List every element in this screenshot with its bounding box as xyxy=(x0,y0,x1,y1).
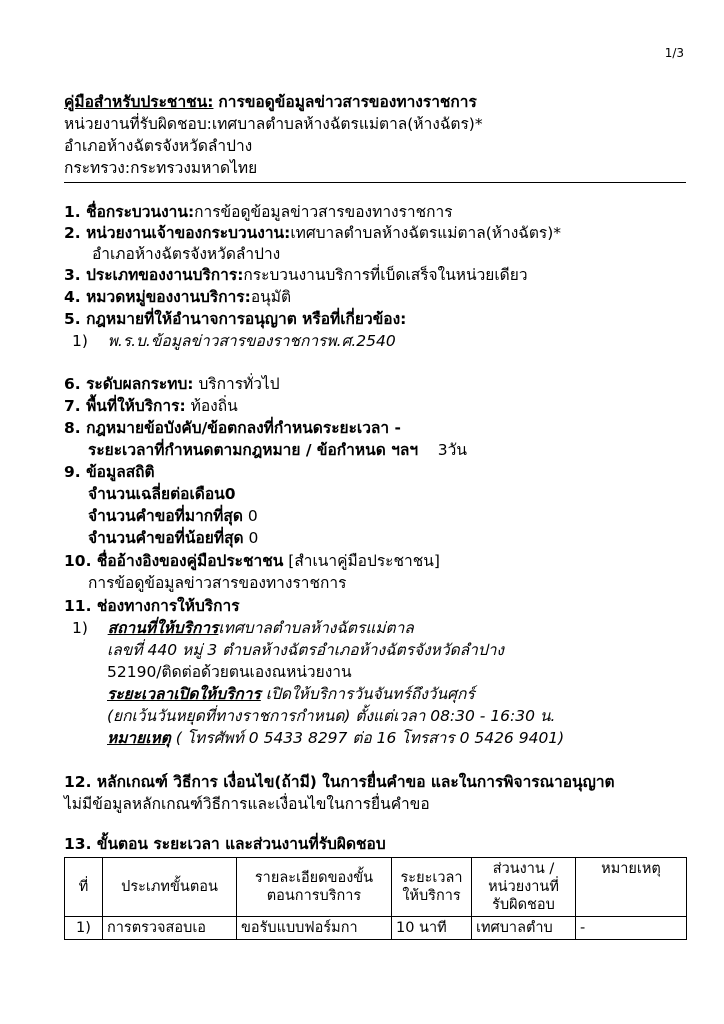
item-7-label: 7. พื้นที่ให้บริการ: xyxy=(64,397,186,415)
item-8-sub xyxy=(88,440,467,460)
item-4-label: 4. หมวดหมู่ของงานบริการ: xyxy=(64,288,251,306)
service-hours xyxy=(107,684,475,704)
title-label: คู่มือสำหรับประชาชน: xyxy=(64,93,214,111)
item-12-value: ไม่มีข้อมูลหลักเกณฑ์วิธีการและเงื่อนไขในการยื่นคำขอ xyxy=(64,795,430,813)
item-8-sub-value: 3วัน xyxy=(437,441,467,459)
district-line: อำเภอห้างฉัตรจังหวัดลำปาง xyxy=(64,137,253,155)
header-time xyxy=(392,858,472,917)
item-1-value: การข้อดูข้อมูลข่าวสารของทางราชการ xyxy=(194,203,453,221)
header-unit-line-1: ส่วนงาน / xyxy=(492,861,555,877)
steps-table-header xyxy=(65,858,687,917)
steps-table xyxy=(64,857,687,940)
header-unit-line-2: หน่วยงานที่ xyxy=(488,879,559,895)
header-detail-line-1: รายละเอียดของขั้น xyxy=(254,870,374,886)
item-3-value: กระบวนงานบริการที่เบ็ดเสร็จในหน่วยเดียว xyxy=(243,266,528,284)
service-note-label: หมายเหตุ xyxy=(107,729,171,747)
row-detail: ขอรับแบบฟอร์มกา xyxy=(237,917,392,940)
page-number: 1/3 xyxy=(664,46,684,60)
header-remark: หมายเหตุ xyxy=(576,858,687,917)
item-9-average: จำนวนเฉลี่ยต่อเดือน0 xyxy=(88,485,236,503)
item-6 xyxy=(64,374,280,394)
item-6-value: บริการทั่วไป xyxy=(198,375,280,393)
item-10-value: [สำเนาคู่มือประชาชน] xyxy=(288,552,440,570)
row-type: การตรวจสอบเอ xyxy=(103,917,237,940)
service-hours-value: เปิดให้บริการวันจันทร์ถึงวันศุกร์ xyxy=(265,685,475,703)
item-12-label: 12. หลักเกณฑ์ วิธีการ เงื่อนไข(ถ้ามี) ในการยื่นคำขอ และในการพิจารณาอนุญาต xyxy=(64,773,615,791)
item-11-number: 1) xyxy=(72,619,88,637)
page-title xyxy=(64,92,477,112)
header-no: ที่ xyxy=(65,858,103,917)
item-7-value: ท้องถิ่น xyxy=(190,397,238,415)
row-time: 10 นาที xyxy=(392,917,472,940)
header-detail xyxy=(237,858,392,917)
item-5-sub-number: 1) xyxy=(72,332,88,350)
header-time-line-2: ให้บริการ xyxy=(402,888,461,904)
item-10 xyxy=(64,551,440,571)
header-time-line-1: ระยะเวลา xyxy=(400,870,463,886)
service-place-label: สถานที่ให้บริการ xyxy=(107,619,219,637)
item-8-sub-label: ระยะเวลาที่กำหนดตามกฎหมาย / ข้อกำหนด ฯลฯ xyxy=(88,441,419,459)
service-note xyxy=(107,728,564,748)
item-9-max-label: จำนวนคำขอที่มากที่สุด xyxy=(88,507,243,525)
service-hours-continuation: (ยกเว้นวันหยุดที่ทางราชการกำหนด) ตั้งแต่เวลา 08:30 - 16:30 น. xyxy=(107,707,556,725)
item-13-label: 13. ขั้นตอน ระยะเวลา และส่วนงานที่รับผิดชอบ xyxy=(64,835,386,853)
item-8-label: 8. กฎหมายข้อบังคับ/ข้อตกลงที่กำหนดระยะเวลา - xyxy=(64,419,401,437)
item-6-label: 6. ระดับผลกระทบ: xyxy=(64,375,194,393)
item-2 xyxy=(64,223,561,243)
item-2-value: เทศบาลตำบลห้างฉัตรแม่ตาล(ห้างฉัตร)* xyxy=(290,224,562,242)
header-type: ประเภทขั้นตอน xyxy=(103,858,237,917)
item-10-continuation: การข้อดูข้อมูลข่าวสารของทางราชการ xyxy=(88,574,347,592)
item-9-min-label: จำนวนคำขอที่น้อยที่สุด xyxy=(88,529,244,547)
item-2-continuation: อำเภอห้างฉัตรจังหวัดลำปาง xyxy=(92,245,281,263)
service-hours-label: ระยะเวลาเปิดให้บริการ xyxy=(107,685,261,703)
service-note-value: ( โทรศัพท์ 0 5433 8297 ต่อ 16 โทรสาร 0 5426 9401) xyxy=(175,729,565,747)
service-address-line-1: เลขที่ 440 หมู่ 3 ตำบลห้างฉัตรอำเภอห้างฉัตรจังหวัดลำปาง xyxy=(107,641,504,659)
item-5-law: พ.ร.บ.ข้อมูลข่าวสารของราชการพ.ศ.2540 xyxy=(107,332,396,350)
header-unit-line-3: รับผิดชอบ xyxy=(492,897,555,913)
ministry-line: กระทรวง:กระทรวงมหาดไทย xyxy=(64,159,258,177)
item-2-label: 2. หน่วยงานเจ้าของกระบวนงาน: xyxy=(64,224,291,242)
item-9-max xyxy=(88,506,258,526)
item-5-sub xyxy=(72,331,396,351)
item-11-place xyxy=(72,618,414,638)
item-3 xyxy=(64,265,528,285)
item-4 xyxy=(64,287,291,307)
agency-line: หน่วยงานที่รับผิดชอบ:เทศบาลตำบลห้างฉัตรแม่ตาล(ห้างฉัตร)* xyxy=(64,115,483,133)
item-1-label: 1. ชื่อกระบวนงาน: xyxy=(64,203,195,221)
header-unit xyxy=(472,858,576,917)
item-3-label: 3. ประเภทของงานบริการ: xyxy=(64,266,244,284)
item-11-label: 11. ช่องทางการให้บริการ xyxy=(64,597,240,615)
table-row xyxy=(65,917,687,940)
item-1 xyxy=(64,202,453,222)
row-unit: เทศบาลตำบ xyxy=(472,917,576,940)
item-9-max-value: 0 xyxy=(247,507,258,525)
item-9-label: 9. ข้อมูลสถิติ xyxy=(64,463,155,481)
header-divider xyxy=(64,182,686,183)
service-place-value: เทศบาลตำบลห้างฉัตรแม่ตาล xyxy=(218,619,414,637)
row-no: 1) xyxy=(65,917,103,940)
item-5-label: 5. กฎหมายที่ให้อำนาจการอนุญาต หรือที่เกี่ยวข้อง: xyxy=(64,310,407,328)
item-4-value: อนุมัติ xyxy=(250,288,292,306)
item-7 xyxy=(64,396,238,416)
item-10-label: 10. ชื่ออ้างอิงของคู่มือประชาชน xyxy=(64,552,284,570)
item-9-min-value: 0 xyxy=(248,529,259,547)
row-remark: - xyxy=(576,917,687,940)
title-value: การขอดูข้อมูลข่าวสารของทางราชการ xyxy=(218,93,477,111)
service-address-line-2: 52190/ติดต่อด้วยตนเองณหน่วยงาน xyxy=(107,663,352,681)
header-detail-line-2: ตอนการบริการ xyxy=(266,888,362,904)
item-9-min xyxy=(88,528,258,548)
